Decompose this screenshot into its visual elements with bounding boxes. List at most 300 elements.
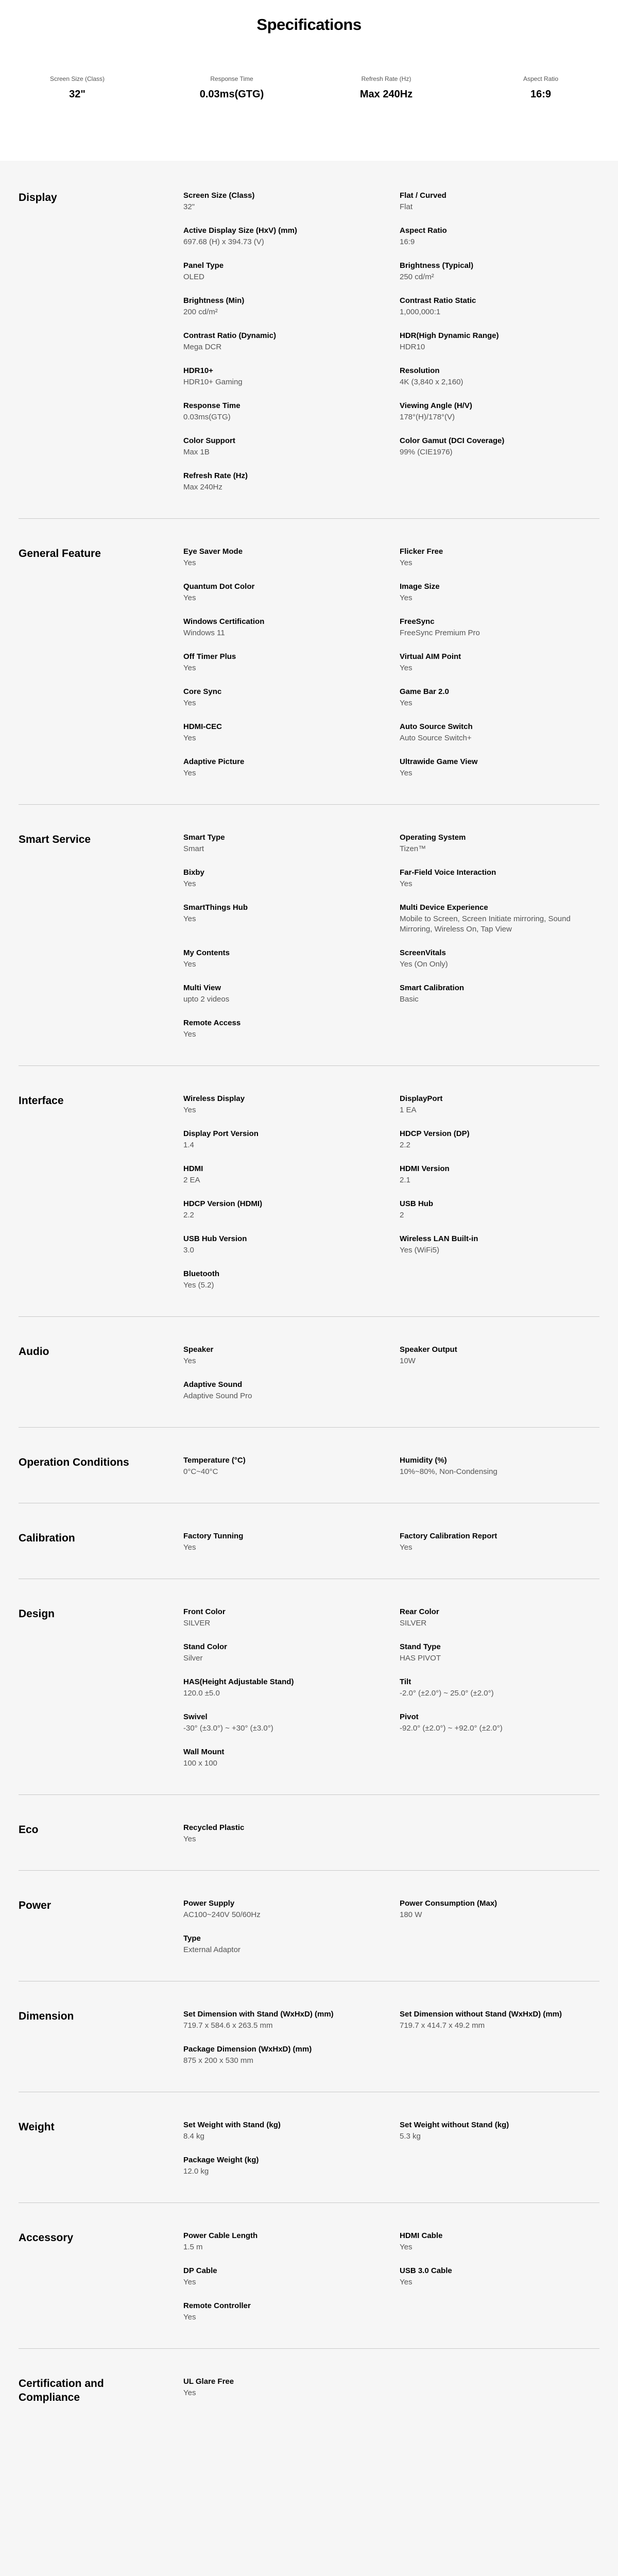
spec-label: USB 3.0 Cable <box>400 2266 452 2275</box>
spec-label: Game Bar 2.0 <box>400 687 449 696</box>
spec-item <box>183 296 400 317</box>
spec-label: Quantum Dot Color <box>183 582 255 591</box>
spec-value: HAS PIVOT <box>400 1654 441 1663</box>
summary-label: Aspect Ratio <box>523 75 559 82</box>
section-title: Interface <box>19 1095 64 1107</box>
spec-label: Multi View <box>183 984 221 992</box>
spec-item <box>400 948 599 970</box>
spec-item <box>183 983 400 1005</box>
spec-label: Contrast Ratio (Dynamic) <box>183 331 277 340</box>
spec-item <box>400 582 599 603</box>
spec-label: HDMI-CEC <box>183 722 222 731</box>
spec-value: 10W <box>400 1357 416 1365</box>
spec-item <box>400 1899 599 1920</box>
spec-value: 200 cd/m² <box>183 308 218 316</box>
spec-value: Yes <box>400 879 413 888</box>
spec-value: -2.0° (±2.0°) ~ 25.0° (±2.0°) <box>400 1689 494 1698</box>
spec-value: 2.2 <box>400 1141 410 1149</box>
spec-label: Swivel <box>183 1713 208 1721</box>
section-title: Smart Service <box>19 834 91 845</box>
spec-label: DP Cable <box>183 2266 217 2275</box>
spec-grid <box>183 2231 599 2323</box>
spec-value: FreeSync Premium Pro <box>400 629 480 637</box>
spec-item <box>400 191 599 212</box>
spec-item <box>400 1607 599 1629</box>
spec-label: Ultrawide Game View <box>400 757 478 766</box>
spec-item <box>183 1129 400 1150</box>
summary-value: 0.03ms(GTG) <box>199 89 264 100</box>
spec-item <box>400 401 599 422</box>
spec-section <box>19 518 599 804</box>
spec-value: Auto Source Switch+ <box>400 734 472 742</box>
spec-grid <box>183 547 599 778</box>
spec-value: External Adaptor <box>183 1945 241 1954</box>
spec-value: Yes <box>400 558 413 567</box>
spec-value: 5.3 kg <box>400 2132 421 2141</box>
spec-section <box>19 1316 599 1427</box>
spec-label: Adaptive Picture <box>183 757 245 766</box>
spec-item <box>183 226 400 247</box>
section-title: Eco <box>19 1824 39 1836</box>
spec-value: Yes <box>183 1543 196 1552</box>
spec-item <box>183 1094 400 1115</box>
spec-item <box>400 436 599 457</box>
spec-value: Yes <box>400 2243 413 2251</box>
spec-label: DisplayPort <box>400 1094 443 1103</box>
spec-label: Set Dimension with Stand (WxHxD) (mm) <box>183 2010 334 2019</box>
spec-item <box>183 401 400 422</box>
spec-value: Yes <box>183 558 196 567</box>
spec-label: Far-Field Voice Interaction <box>400 868 496 877</box>
spec-value: 3.0 <box>183 1246 194 1255</box>
spec-section <box>19 161 599 518</box>
spec-item <box>183 1455 400 1477</box>
spec-item <box>183 582 400 603</box>
spec-value: 875 x 200 x 530 mm <box>183 2056 253 2065</box>
spec-value: Yes <box>183 2313 196 2321</box>
summary-label: Refresh Rate (Hz) <box>361 75 411 82</box>
spec-item <box>183 617 400 638</box>
spec-value: Yes (5.2) <box>183 1281 214 1290</box>
spec-value: Silver <box>183 1654 203 1663</box>
spec-value: 100 x 100 <box>183 1759 217 1768</box>
spec-label: Panel Type <box>183 261 224 270</box>
section-title: Dimension <box>19 2010 74 2022</box>
spec-value: 719.7 x 414.7 x 49.2 mm <box>400 2021 485 2030</box>
spec-item <box>400 617 599 638</box>
spec-item <box>183 1199 400 1221</box>
spec-label: Recycled Plastic <box>183 1823 245 1832</box>
spec-value: Yes <box>400 2278 413 2286</box>
spec-value: Yes <box>400 1543 413 1552</box>
spec-label: Color Support <box>183 436 235 445</box>
spec-item <box>183 1164 400 1185</box>
spec-value: 0°C~40°C <box>183 1467 218 1476</box>
spec-value: Yes <box>400 664 413 672</box>
spec-item <box>183 261 400 282</box>
spec-item <box>183 948 400 970</box>
spec-item <box>183 1747 400 1769</box>
spec-label: HDMI Cable <box>400 2231 443 2240</box>
spec-value: -92.0° (±2.0°) ~ +92.0° (±2.0°) <box>400 1724 503 1733</box>
spec-value: Yes <box>183 1835 196 1843</box>
spec-label: Brightness (Min) <box>183 296 245 305</box>
spec-value: 4K (3,840 x 2,160) <box>400 378 464 386</box>
spec-value: Yes <box>400 769 413 777</box>
spec-item <box>400 652 599 673</box>
spec-label: HDCP Version (HDMI) <box>183 1199 263 1208</box>
spec-item <box>400 226 599 247</box>
spec-item <box>183 757 400 778</box>
spec-item <box>400 296 599 317</box>
spec-grid <box>183 191 599 493</box>
spec-value: Yes <box>183 1106 196 1114</box>
key-specs-summary <box>0 75 618 100</box>
spec-item <box>400 833 599 854</box>
spec-value: Adaptive Sound Pro <box>183 1392 252 1400</box>
spec-label: Set Weight without Stand (kg) <box>400 2121 509 2129</box>
spec-item <box>183 547 400 568</box>
spec-label: Wireless LAN Built-in <box>400 1234 478 1243</box>
spec-section <box>19 2348 599 2430</box>
spec-item <box>183 1018 400 1040</box>
summary-label: Response Time <box>210 75 253 82</box>
spec-value: Yes <box>183 594 196 602</box>
spec-value: Windows 11 <box>183 629 225 637</box>
spec-section <box>19 1503 599 1579</box>
summary-item <box>0 75 154 100</box>
spec-label: HDMI Version <box>400 1164 450 1173</box>
spec-label: Smart Type <box>183 833 225 842</box>
spec-item <box>183 1899 400 1920</box>
spec-value: Yes <box>183 960 196 969</box>
section-title: Calibration <box>19 1532 75 1544</box>
page-title: Specifications <box>256 15 362 33</box>
spec-item <box>183 903 400 935</box>
spec-item <box>400 903 599 935</box>
spec-item <box>183 2120 400 2142</box>
spec-item <box>400 2009 599 2031</box>
spec-value: 697.68 (H) x 394.73 (V) <box>183 238 264 246</box>
spec-item <box>183 1607 400 1629</box>
summary-value: 16:9 <box>530 89 552 100</box>
spec-label: Rear Color <box>400 1607 439 1616</box>
spec-value: Yes <box>183 1030 196 1039</box>
summary-value: 32" <box>69 89 85 100</box>
spec-label: Remote Controller <box>183 2301 251 2310</box>
spec-label: HDR(High Dynamic Range) <box>400 331 499 340</box>
spec-label: Set Dimension without Stand (WxHxD) (mm) <box>400 2010 562 2019</box>
spec-value: SILVER <box>400 1619 427 1628</box>
spec-grid <box>183 1823 599 1844</box>
spec-item <box>183 1380 400 1401</box>
spec-item <box>183 1677 400 1699</box>
spec-label: UL Glare Free <box>183 2377 234 2386</box>
spec-value: OLED <box>183 273 204 281</box>
spec-item <box>183 1934 400 1955</box>
spec-value: 12.0 kg <box>183 2167 209 2176</box>
spec-item <box>183 2377 400 2404</box>
spec-label: Stand Type <box>400 1642 441 1651</box>
spec-grid <box>183 2120 599 2177</box>
spec-grid <box>183 1345 599 1401</box>
spec-label: Response Time <box>183 401 241 410</box>
spec-value: 719.7 x 584.6 x 263.5 mm <box>183 2021 273 2030</box>
spec-value: SILVER <box>183 1619 211 1628</box>
spec-label: Flicker Free <box>400 547 443 556</box>
spec-value: Flat <box>400 202 413 211</box>
spec-value: HDR10 <box>400 343 425 351</box>
spec-value: 1.4 <box>183 1141 194 1149</box>
spec-item <box>183 2155 400 2177</box>
spec-value: HDR10+ Gaming <box>183 378 243 386</box>
spec-label: Smart Calibration <box>400 984 465 992</box>
section-title: Certification and Compliance <box>19 2378 104 2403</box>
spec-value: 10%~80%, Non-Condensing <box>400 1467 497 1476</box>
spec-value: 120.0 ±5.0 <box>183 1689 220 1698</box>
spec-label: Power Supply <box>183 1899 235 1908</box>
spec-label: Set Weight with Stand (kg) <box>183 2121 281 2129</box>
spec-label: Humidity (%) <box>400 1456 447 1465</box>
spec-label: FreeSync <box>400 617 435 626</box>
section-title: Design <box>19 1608 55 1620</box>
spec-label: SmartThings Hub <box>183 903 248 912</box>
spec-value: 99% (CIE1976) <box>400 448 453 456</box>
spec-item <box>183 1642 400 1664</box>
summary-label: Screen Size (Class) <box>49 75 105 82</box>
spec-value: 16:9 <box>400 238 415 246</box>
spec-value: Yes <box>183 664 196 672</box>
spec-value: Smart <box>183 844 204 853</box>
section-title: Display <box>19 192 57 204</box>
spec-value: -30° (±3.0°) ~ +30° (±3.0°) <box>183 1724 273 1733</box>
spec-label: Package Weight (kg) <box>183 2156 259 2164</box>
spec-label: Package Dimension (WxHxD) (mm) <box>183 2045 312 2054</box>
spec-item <box>183 833 400 854</box>
spec-label: ScreenVitals <box>400 948 446 957</box>
spec-item <box>400 331 599 352</box>
spec-label: USB Hub <box>400 1199 433 1208</box>
spec-value: Max 240Hz <box>183 483 222 492</box>
spec-item <box>400 1129 599 1150</box>
spec-value: Yes <box>183 2388 196 2397</box>
spec-section <box>19 1794 599 1870</box>
spec-item <box>183 366 400 387</box>
spec-value: Yes <box>183 734 196 742</box>
spec-item <box>183 1823 400 1844</box>
spec-item <box>183 436 400 457</box>
section-title: Power <box>19 1900 52 1911</box>
spec-item <box>183 868 400 889</box>
spec-label: Type <box>183 1934 201 1943</box>
spec-value: Yes <box>400 699 413 707</box>
spec-grid <box>183 2009 599 2066</box>
spec-value: 8.4 kg <box>183 2132 204 2141</box>
spec-label: Bixby <box>183 868 204 877</box>
spec-label: Bluetooth <box>183 1269 219 1278</box>
spec-item <box>183 2301 400 2323</box>
spec-item <box>183 722 400 743</box>
spec-value: 250 cd/m² <box>400 273 434 281</box>
section-title: General Feature <box>19 548 101 560</box>
spec-value: Tizen™ <box>400 844 426 853</box>
spec-label: HDCP Version (DP) <box>400 1129 470 1138</box>
spec-item <box>400 983 599 1005</box>
spec-label: Operating System <box>400 833 466 842</box>
section-title: Accessory <box>19 2232 74 2244</box>
spec-section <box>19 1981 599 2092</box>
spec-value: Yes <box>400 594 413 602</box>
spec-item <box>400 722 599 743</box>
spec-label: Aspect Ratio <box>400 226 447 235</box>
spec-section <box>19 1870 599 1981</box>
spec-label: Adaptive Sound <box>183 1380 243 1389</box>
spec-grid <box>183 1455 599 1477</box>
summary-value: Max 240Hz <box>359 89 413 100</box>
spec-value: Yes <box>183 769 196 777</box>
spec-label: HAS(Height Adjustable Stand) <box>183 1677 294 1686</box>
spec-value: 1.5 m <box>183 2243 203 2251</box>
spec-item <box>400 1455 599 1477</box>
spec-section <box>19 1065 599 1316</box>
spec-label: Core Sync <box>183 687 222 696</box>
specifications-list <box>0 161 618 2576</box>
spec-label: Active Display Size (HxV) (mm) <box>183 226 297 235</box>
spec-item <box>400 2266 599 2287</box>
spec-value: Yes <box>183 1357 196 1365</box>
spec-value: 2.2 <box>183 1211 194 1219</box>
spec-label: Display Port Version <box>183 1129 259 1138</box>
section-title: Operation Conditions <box>19 1456 129 1468</box>
spec-item <box>183 687 400 708</box>
spec-label: HDR10+ <box>183 366 213 375</box>
spec-item <box>400 2231 599 2252</box>
spec-item <box>183 2266 400 2287</box>
spec-grid <box>183 1607 599 1769</box>
spec-label: Eye Saver Mode <box>183 547 243 556</box>
spec-item <box>183 191 400 212</box>
spec-section <box>19 2202 599 2348</box>
spec-label: Tilt <box>400 1677 411 1686</box>
spec-label: Viewing Angle (H/V) <box>400 401 472 410</box>
spec-section <box>19 2092 599 2202</box>
spec-label: Front Color <box>183 1607 226 1616</box>
spec-label: Auto Source Switch <box>400 722 473 731</box>
spec-grid <box>183 833 599 1040</box>
spec-grid <box>183 2377 599 2404</box>
spec-grid <box>183 1899 599 1955</box>
spec-value: 2 EA <box>183 1176 200 1184</box>
spec-label: Contrast Ratio Static <box>400 296 476 305</box>
spec-label: Windows Certification <box>183 617 265 626</box>
spec-value: 1 EA <box>400 1106 417 1114</box>
summary-item <box>309 75 464 100</box>
spec-label: Flat / Curved <box>400 191 447 200</box>
spec-item <box>183 1269 400 1291</box>
spec-item <box>400 2120 599 2142</box>
spec-label: Screen Size (Class) <box>183 191 255 200</box>
spec-item <box>183 1234 400 1256</box>
spec-value: Mobile to Screen, Screen Initiate mirroring, Sound Mirroring, Wireless On, Tap View <box>400 914 571 934</box>
spec-label: Remote Access <box>183 1019 241 1027</box>
spec-item <box>400 1712 599 1734</box>
spec-grid <box>183 1094 599 1291</box>
spec-label: Virtual AIM Point <box>400 652 461 661</box>
spec-value: 2 <box>400 1211 404 1219</box>
spec-value: Yes <box>183 914 196 923</box>
spec-item <box>183 652 400 673</box>
spec-value: 32" <box>183 202 195 211</box>
spec-item <box>183 1712 400 1734</box>
spec-value: Basic <box>400 995 419 1004</box>
section-title: Weight <box>19 2121 55 2133</box>
spec-value: Mega DCR <box>183 343 222 351</box>
spec-section <box>19 1579 599 1794</box>
spec-item <box>400 1094 599 1115</box>
spec-value: upto 2 videos <box>183 995 230 1004</box>
spec-item <box>400 687 599 708</box>
spec-label: Wireless Display <box>183 1094 245 1103</box>
spec-section <box>19 1427 599 1503</box>
spec-label: Power Consumption (Max) <box>400 1899 497 1908</box>
spec-value: 178°(H)/178°(V) <box>400 413 455 421</box>
spec-label: Factory Tunning <box>183 1532 244 1540</box>
spec-label: Pivot <box>400 1713 419 1721</box>
spec-item <box>400 1199 599 1221</box>
section-title: Audio <box>19 1346 49 1358</box>
spec-label: Speaker Output <box>400 1345 457 1354</box>
spec-label: Off Timer Plus <box>183 652 236 661</box>
spec-item <box>400 1642 599 1664</box>
spec-item <box>400 1677 599 1699</box>
spec-label: Resolution <box>400 366 440 375</box>
spec-value: 2.1 <box>400 1176 410 1184</box>
spec-item <box>183 1531 400 1553</box>
spec-value: Yes (On Only) <box>400 960 448 969</box>
spec-label: Speaker <box>183 1345 214 1354</box>
spec-item <box>183 2044 400 2066</box>
spec-label: Wall Mount <box>183 1748 225 1756</box>
spec-label: Stand Color <box>183 1642 227 1651</box>
spec-item <box>400 261 599 282</box>
spec-label: Factory Calibration Report <box>400 1532 497 1540</box>
spec-label: Power Cable Length <box>183 2231 258 2240</box>
spec-label: Brightness (Typical) <box>400 261 474 270</box>
spec-item <box>400 1234 599 1256</box>
spec-grid <box>183 1531 599 1553</box>
spec-label: Multi Device Experience <box>400 903 488 912</box>
spec-item <box>183 2231 400 2252</box>
spec-item <box>400 1164 599 1185</box>
spec-value: 1,000,000:1 <box>400 308 441 316</box>
spec-item <box>400 868 599 889</box>
spec-item <box>400 547 599 568</box>
spec-item <box>183 331 400 352</box>
spec-item <box>400 366 599 387</box>
spec-header <box>0 0 618 161</box>
spec-item <box>183 2009 400 2031</box>
spec-value: AC100~240V 50/60Hz <box>183 1910 261 1919</box>
spec-item <box>400 1531 599 1553</box>
spec-label: Refresh Rate (Hz) <box>183 471 248 480</box>
spec-item <box>400 757 599 778</box>
spec-label: My Contents <box>183 948 230 957</box>
spec-value: 180 W <box>400 1910 422 1919</box>
summary-item <box>464 75 618 100</box>
spec-value: Yes <box>183 2278 196 2286</box>
spec-item <box>183 1345 400 1366</box>
spec-value: Yes (WiFi5) <box>400 1246 439 1255</box>
